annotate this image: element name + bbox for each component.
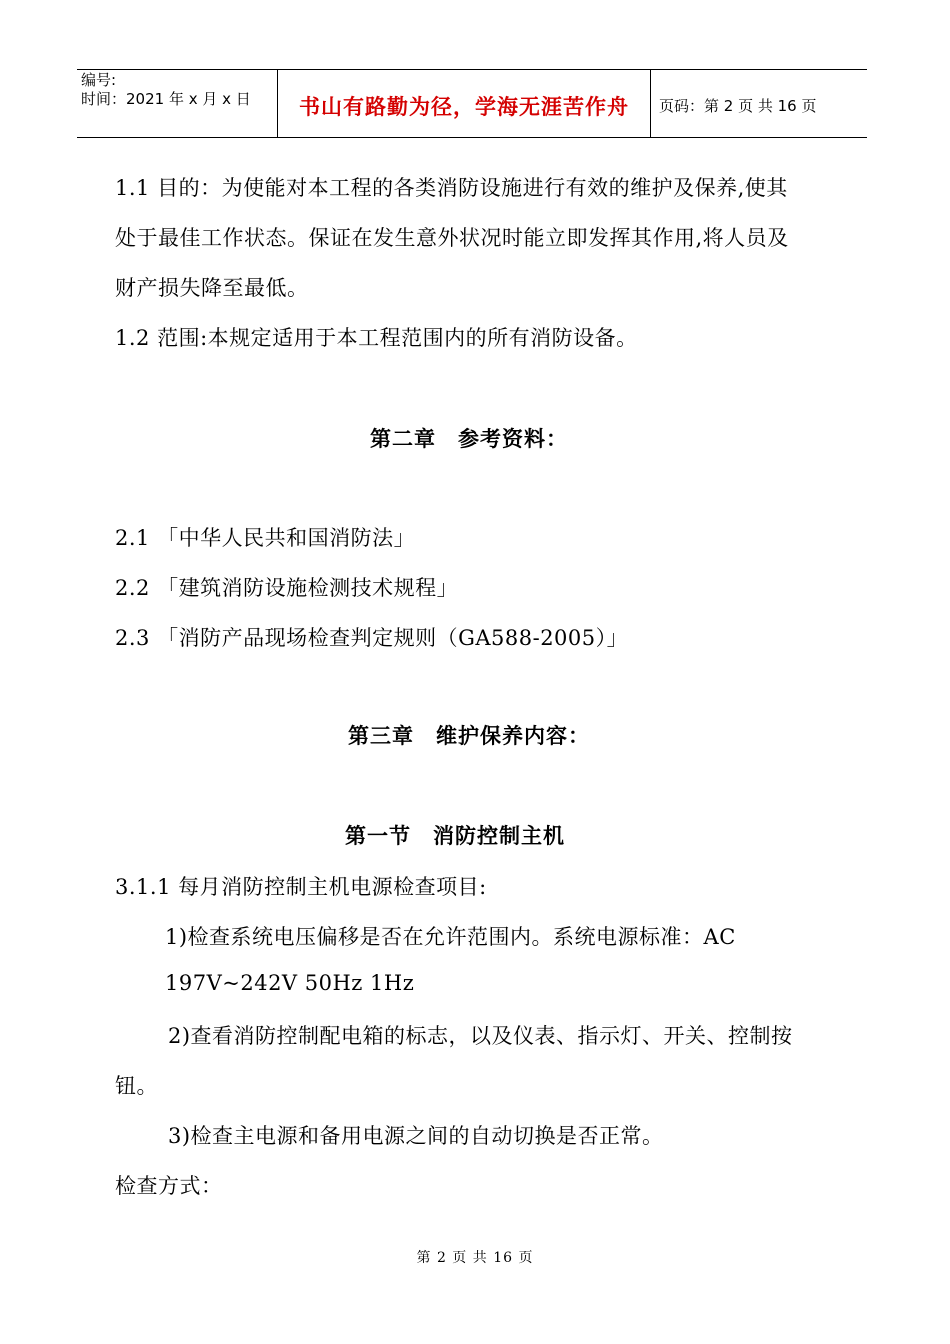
reference-item-1: 2.1 「中华人民共和国消防法」	[115, 526, 416, 550]
header-motto-cell	[278, 70, 651, 137]
section-1-2: 1.2 范围:本规定适用于本工程范围内的所有消防设备。	[115, 326, 638, 350]
section-1-1-line-2: 处于最佳工作状态。保证在发生意外状况时能立即发挥其作用,将人员及	[115, 226, 789, 250]
item-1-line-1: 1)检查系统电压偏移是否在允许范围内。系统电源标准：AC	[165, 925, 736, 949]
document-header	[77, 69, 867, 138]
section-1-1-line-1: 1.1 目的：为使能对本工程的各类消防设施进行有效的维护及保养,使其	[115, 176, 788, 200]
motto-text: 书山有路勤为径，学海无涯苦作舟	[299, 94, 629, 119]
page-code: 页码：第 2 页 共 16 页	[659, 97, 817, 115]
chapter-2-heading: 第二章 参考资料：	[370, 427, 568, 451]
check-method-label: 检查方式：	[115, 1174, 223, 1198]
item-2-line-1: 2)查看消防控制配电箱的标志，以及仪表、指示灯、开关、控制按	[168, 1024, 793, 1048]
section-3-1-1: 3.1.1 每月消防控制主机电源检查项目:	[115, 875, 487, 899]
item-1-line-2: 197V~242V 50Hz 1Hz	[165, 971, 415, 995]
item-2-line-2: 钮。	[115, 1074, 158, 1098]
header-meta-cell	[77, 70, 278, 137]
section-1-heading: 第一节 消防控制主机	[345, 824, 565, 848]
page-footer: 第 2 页 共 16 页	[416, 1250, 534, 1266]
section-1-1-line-3: 财产损失降至最低。	[115, 276, 309, 300]
number-label: 编号:	[81, 71, 117, 89]
item-3: 3)检查主电源和备用电源之间的自动切换是否正常。	[168, 1124, 664, 1148]
header-page-cell	[651, 70, 867, 137]
reference-item-2: 2.2 「建筑消防设施检测技术规程」	[115, 576, 459, 600]
time-label: 时间：2021 年 x 月 x 日	[81, 90, 251, 108]
chapter-3-heading: 第三章 维护保养内容：	[348, 724, 590, 748]
reference-item-3: 2.3 「消防产品现场检查判定规则（GA588-2005）」	[115, 626, 629, 650]
